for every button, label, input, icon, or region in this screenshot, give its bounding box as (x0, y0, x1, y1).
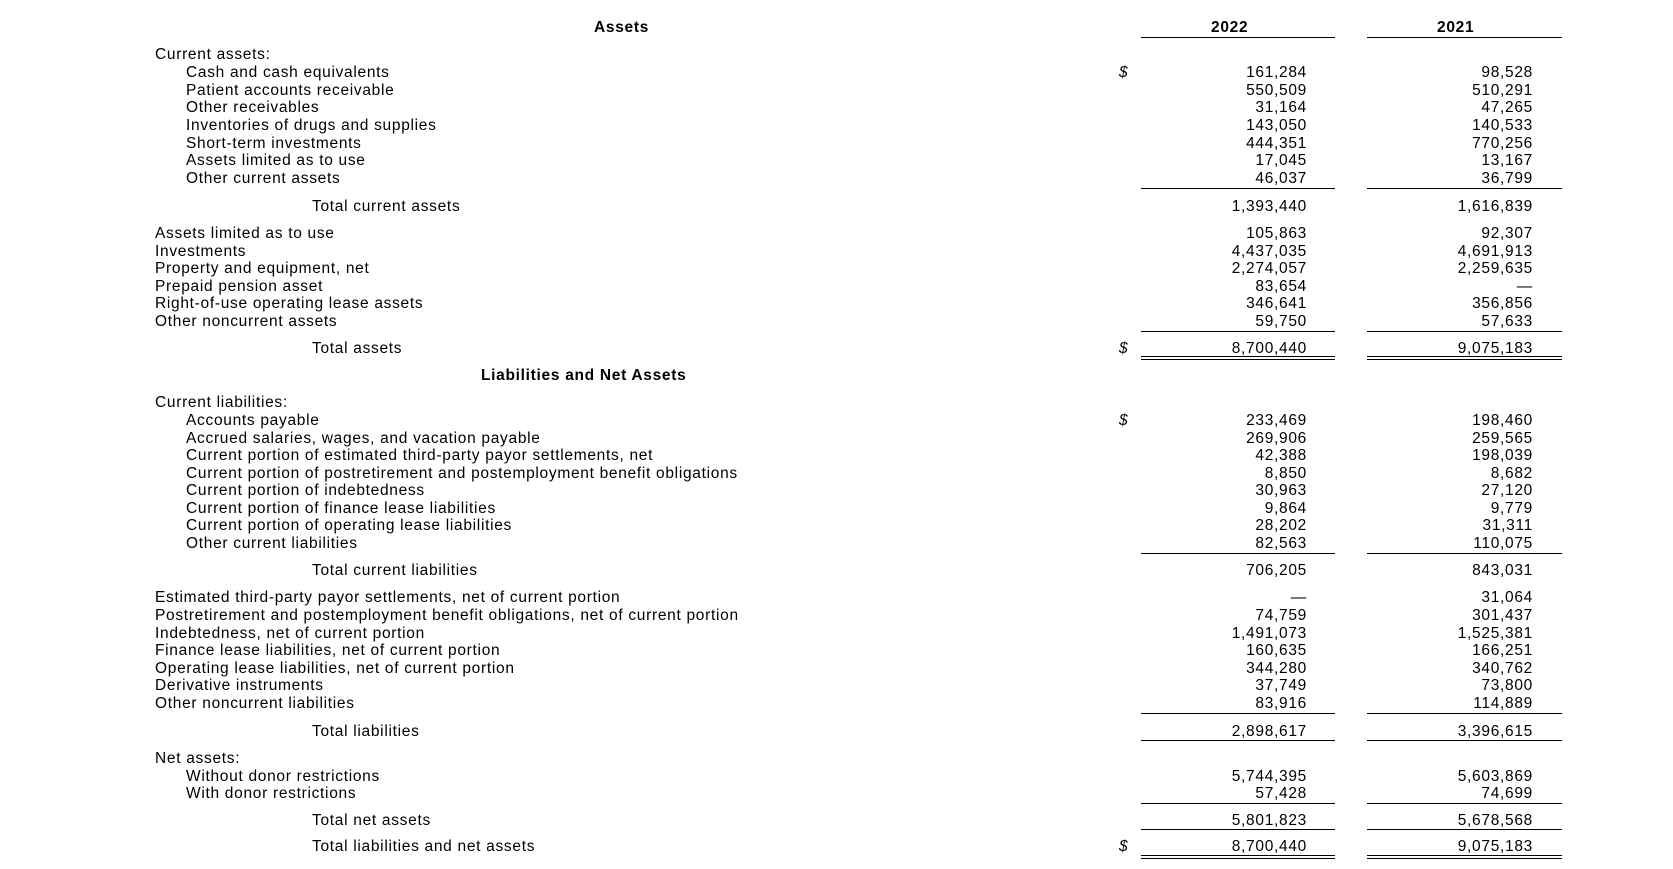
value-2021: 114,889 (1473, 695, 1533, 712)
subtotal-rule-2021 (1367, 553, 1562, 554)
currency-symbol: $ (1119, 340, 1129, 357)
value-2021: 92,307 (1481, 225, 1533, 242)
value-2021: 31,064 (1481, 589, 1533, 606)
double-rule-2021 (1367, 359, 1562, 360)
value-2021: 301,437 (1472, 607, 1533, 624)
liabilities-heading: Liabilities and Net Assets (481, 367, 687, 384)
value-2022: 346,641 (1246, 295, 1307, 312)
value-2022: 161,284 (1246, 64, 1307, 81)
row-label: Inventories of drugs and supplies (186, 117, 437, 134)
value-2021: 259,565 (1472, 430, 1533, 447)
value-2022: 30,963 (1255, 482, 1307, 499)
value-2022: 28,202 (1255, 517, 1307, 534)
currency-symbol: $ (1119, 64, 1129, 81)
subtotal-rule-2022 (1141, 829, 1335, 830)
value-2022: — (1290, 589, 1307, 606)
value-2022: 83,916 (1255, 695, 1307, 712)
row-label: Derivative instruments (155, 677, 324, 694)
total-row-label: Total liabilities (312, 723, 420, 740)
value-2021: 356,856 (1472, 295, 1533, 312)
value-2022: 59,750 (1255, 313, 1307, 330)
value-2021: 5,603,869 (1457, 768, 1533, 785)
value-2022: 2,898,617 (1231, 723, 1307, 740)
value-2022: 269,906 (1246, 430, 1307, 447)
value-2021: 1,616,839 (1457, 198, 1533, 215)
value-2021: 140,533 (1472, 117, 1533, 134)
currency-symbol: $ (1119, 838, 1129, 855)
row-label: Other noncurrent liabilities (155, 695, 355, 712)
value-2021: 198,460 (1472, 412, 1533, 429)
value-2022: 344,280 (1246, 660, 1307, 677)
row-label: Other current liabilities (186, 535, 358, 552)
value-2021: 13,167 (1481, 152, 1533, 169)
double-rule-2021 (1367, 356, 1562, 357)
value-2021: 1,525,381 (1457, 625, 1533, 642)
value-2022: 5,744,395 (1231, 768, 1307, 785)
value-2021: 57,633 (1481, 313, 1533, 330)
total-row-label: Total net assets (312, 812, 431, 829)
value-2022: 83,654 (1255, 278, 1307, 295)
row-label: Property and equipment, net (155, 260, 370, 277)
value-2022: 550,509 (1246, 82, 1307, 99)
row-label: With donor restrictions (186, 785, 357, 802)
row-label: Current portion of operating lease liabilities (186, 517, 513, 534)
value-2021: 36,799 (1481, 170, 1533, 187)
row-label: Investments (155, 243, 247, 260)
value-2021: 31,311 (1482, 517, 1533, 534)
row-label: Prepaid pension asset (155, 278, 324, 295)
value-2021: — (1516, 278, 1533, 295)
row-label: Cash and cash equivalents (186, 64, 390, 81)
value-2022: 2,274,057 (1231, 260, 1307, 277)
subtotal-rule-2022 (1141, 803, 1335, 804)
row-label: Operating lease liabilities, net of current portion (155, 660, 515, 677)
row-label: Indebtedness, net of current portion (155, 625, 425, 642)
row-label: Right-of-use operating lease assets (155, 295, 424, 312)
value-2022: 1,393,440 (1231, 198, 1307, 215)
double-rule-2022 (1141, 858, 1335, 859)
value-2022: 4,437,035 (1231, 243, 1307, 260)
value-2021: 47,265 (1481, 99, 1533, 116)
value-2021: 73,800 (1481, 677, 1533, 694)
value-2022: 17,045 (1255, 152, 1307, 169)
year-2022-header: 2022 (1211, 19, 1249, 36)
row-label: Assets limited as to use (186, 152, 366, 169)
row-label: Accounts payable (186, 412, 320, 429)
double-rule-2022 (1141, 356, 1335, 357)
row-label: Current liabilities: (155, 394, 288, 411)
row-label: Short-term investments (186, 135, 362, 152)
value-2022: 1,491,073 (1231, 625, 1307, 642)
value-2022: 143,050 (1246, 117, 1307, 134)
value-2022: 42,388 (1255, 447, 1307, 464)
value-2022: 233,469 (1246, 412, 1307, 429)
value-2022: 8,850 (1264, 465, 1307, 482)
value-2022: 8,700,440 (1231, 838, 1307, 855)
subtotal-rule-2021 (1367, 331, 1562, 332)
value-2021: 340,762 (1472, 660, 1533, 677)
year-2021-header: 2021 (1437, 19, 1475, 36)
row-label: Patient accounts receivable (186, 82, 395, 99)
row-label: Estimated third-party payor settlements, net of current portion (155, 589, 621, 606)
double-rule-2022 (1141, 855, 1335, 856)
subtotal-rule-2022 (1141, 740, 1335, 741)
row-label: Net assets: (155, 750, 241, 767)
total-row-label: Total assets (312, 340, 403, 357)
row-label: Postretirement and postemployment benefit obligations, net of current portion (155, 607, 739, 624)
value-2021: 9,779 (1490, 500, 1533, 517)
double-rule-2021 (1367, 858, 1562, 859)
value-2021: 3,396,615 (1457, 723, 1533, 740)
value-2022: 105,863 (1246, 225, 1307, 242)
subtotal-rule-2022 (1141, 188, 1335, 189)
value-2022: 57,428 (1255, 785, 1307, 802)
row-label: Current assets: (155, 46, 271, 63)
value-2021: 8,682 (1490, 465, 1533, 482)
value-2022: 37,749 (1255, 677, 1307, 694)
row-label: Current portion of finance lease liabilities (186, 500, 496, 517)
subtotal-rule-2021 (1367, 829, 1562, 830)
value-2022: 31,164 (1255, 99, 1307, 116)
row-label: Current portion of estimated third-party payor settlements, net (186, 447, 654, 464)
row-label: Without donor restrictions (186, 768, 380, 785)
row-label: Other receivables (186, 99, 320, 116)
subtotal-rule-2022 (1141, 331, 1335, 332)
value-2021: 510,291 (1472, 82, 1533, 99)
value-2022: 5,801,823 (1231, 812, 1307, 829)
subtotal-rule-2021 (1367, 713, 1562, 714)
value-2021: 74,699 (1481, 785, 1533, 802)
currency-symbol: $ (1119, 412, 1129, 429)
assets-heading: Assets (594, 19, 650, 36)
value-2021: 110,075 (1473, 535, 1533, 552)
total-row-label: Total current assets (312, 198, 461, 215)
header-underline-2022 (1141, 37, 1335, 38)
value-2021: 198,039 (1472, 447, 1533, 464)
header-underline-2021 (1367, 37, 1562, 38)
value-2022: 9,864 (1264, 500, 1307, 517)
row-label: Other noncurrent assets (155, 313, 338, 330)
total-row-label: Total liabilities and net assets (312, 838, 536, 855)
value-2021: 2,259,635 (1457, 260, 1533, 277)
total-row-label: Total current liabilities (312, 562, 478, 579)
subtotal-rule-2021 (1367, 803, 1562, 804)
row-label: Other current assets (186, 170, 341, 187)
double-rule-2021 (1367, 855, 1562, 856)
value-2021: 4,691,913 (1457, 243, 1533, 260)
double-rule-2022 (1141, 359, 1335, 360)
value-2021: 98,528 (1481, 64, 1533, 81)
subtotal-rule-2022 (1141, 713, 1335, 714)
value-2022: 706,205 (1246, 562, 1307, 579)
value-2022: 444,351 (1246, 135, 1307, 152)
value-2021: 770,256 (1472, 135, 1533, 152)
subtotal-rule-2021 (1367, 740, 1562, 741)
subtotal-rule-2022 (1141, 553, 1335, 554)
value-2022: 8,700,440 (1231, 340, 1307, 357)
row-label: Finance lease liabilities, net of current portion (155, 642, 501, 659)
value-2022: 160,635 (1246, 642, 1307, 659)
value-2022: 46,037 (1255, 170, 1307, 187)
subtotal-rule-2021 (1367, 188, 1562, 189)
value-2021: 166,251 (1472, 642, 1533, 659)
row-label: Accrued salaries, wages, and vacation payable (186, 430, 541, 447)
row-label: Current portion of postretirement and postemployment benefit obligations (186, 465, 738, 482)
row-label: Current portion of indebtedness (186, 482, 425, 499)
value-2021: 843,031 (1472, 562, 1533, 579)
value-2021: 5,678,568 (1457, 812, 1533, 829)
value-2022: 82,563 (1255, 535, 1307, 552)
value-2022: 74,759 (1255, 607, 1307, 624)
value-2021: 9,075,183 (1457, 340, 1533, 357)
row-label: Assets limited as to use (155, 225, 335, 242)
value-2021: 9,075,183 (1457, 838, 1533, 855)
value-2021: 27,120 (1481, 482, 1533, 499)
